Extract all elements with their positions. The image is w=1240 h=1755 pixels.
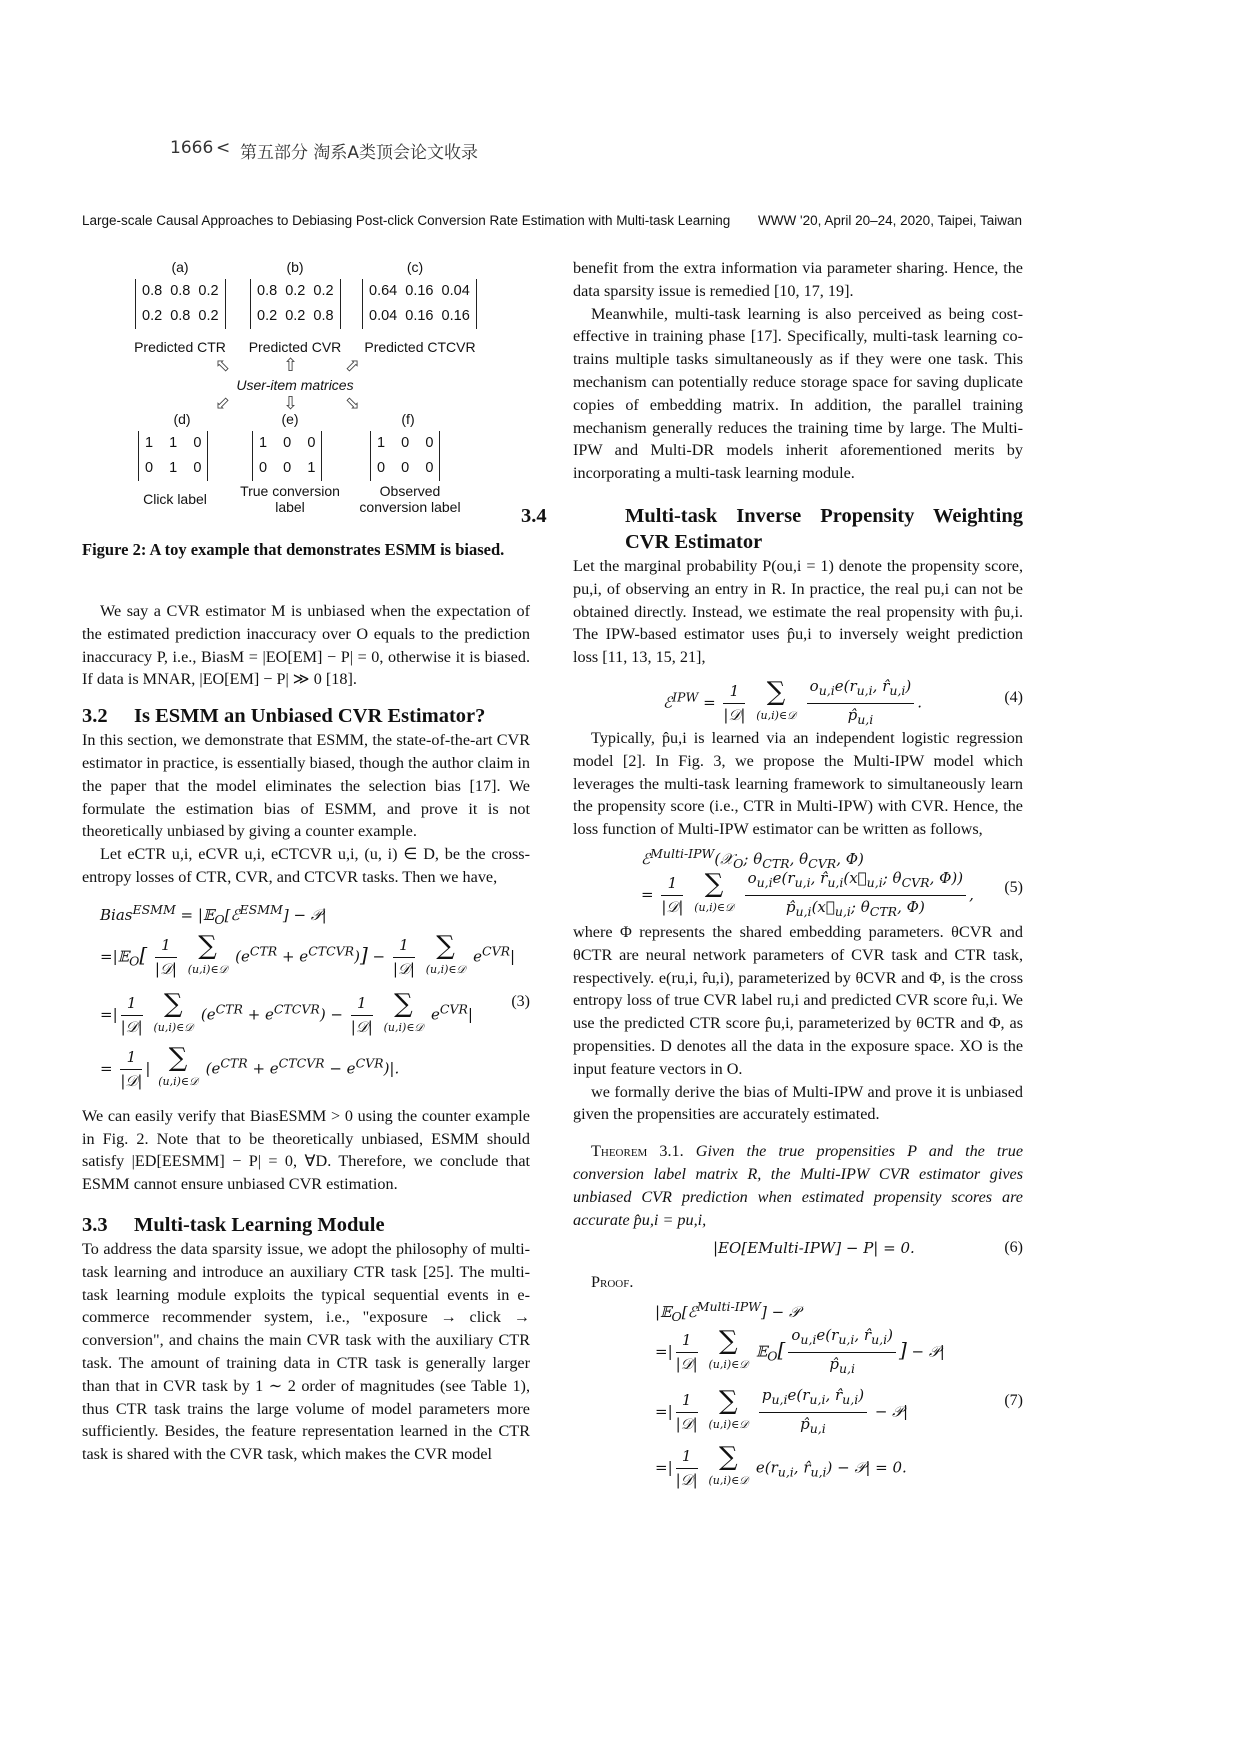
equation-number: (6) [1004, 1239, 1023, 1257]
panel-letter-c: (c) [406, 259, 424, 275]
label-click: Click label [143, 491, 207, 507]
paragraph-unbiased-definition: We say a CVR estimator M is unbiased when the expectation of the estimated prediction inaccuracy over O equals to the prediction inaccuracy P, i.e., BiasM = |EO[EM] − P| = 0, otherwise it is biased. If data is MNAR, |EO[EM] − P| ≫ 0 [18]. [82, 602, 530, 689]
panel-letter-d: (d) [173, 411, 191, 427]
label-true-conversion: True conversion label [240, 483, 340, 515]
label-predicted-ctcvr: Predicted CTCVR [364, 339, 476, 355]
arrow-down-icon: ⇩ [283, 393, 299, 414]
proof-label: Proof. [591, 1273, 634, 1292]
equation-5: ℰ$^{Multi-IPW}$(𝒳$_O$; $\theta_{CTR}$, $\theta_{CVR}$, Φ) = $\frac{1}{\text{|𝒟|}}$ ∑ (u,i)∈𝒟 $\frac{o_{u,i}e(r_{u,i}, r̂_{u,i}(x⃗_{u,i}; \theta_{CVR}, \Phi))}{p̂_{u,i}(x⃗_{u,i}; \theta_{CTR}, \Phi)}$ , (5) [641, 845, 1023, 919]
label-predicted-cvr: Predicted CVR [248, 339, 342, 355]
paragraph: Typically, p̂u,i is learned via an independent logistic regression model [2]. In Fig. 3, we propose the Multi-IPW model which leverages the multi-task learning framework to simultaneously learn the propensity score (i.e., CTR in Multi-IPW) with CVR. Hence, the loss function of Multi-IPW estimator can be written as follows, [573, 728, 1023, 839]
paragraph: where Φ represents the shared embedding parameters. θCVR and θCTR are neural network parameters of CVR task and CTR task, respectively. e(ru,i, r̂u,i), parameterized by θCVR and Φ, is the cross entropy loss of true CVR label ru,i and predicted CVR score r̂u,i. We use the predicted CTR score p̂u,i, parameterized by θCTR and Φ, as propensities. D denotes all the data in the exposure space. XO is the input feature vectors in O. [573, 922, 1023, 1078]
paragraph: benefit from the extra information via parameter sharing. Hence, the data sparsity issue is remedied [10, 17, 19]. [573, 259, 1023, 300]
section-heading-3-3 [82, 1212, 530, 1238]
equation-6-body: |EO[EMulti-IPW] − P| = 0. [713, 1239, 915, 1258]
right-column [521, 257, 1024, 1504]
section-title: Multi-task Inverse Propensity Weighting CVR Estimator [625, 504, 1023, 553]
equation-number: (5) [1004, 878, 1023, 896]
equation-4: ℰ$^{IPW}$ = $\frac{1}{\text{|𝒟|}}$ ∑ (u,i)∈𝒟 $\frac{o_{u,i}e(r_{u,i}, r̂_{u,i})}{p̂_{u,i}}$ . (4) [663, 676, 1023, 727]
panel-letter-f: (f) [401, 411, 415, 427]
equation-number: (4) [1004, 688, 1023, 706]
equation-3: Bias$^{ESMM}$ = |𝔼$_O$[ℰ$^{ESMM}$] − 𝒫| =|𝔼$_O$[ $\frac{1}{\text{|𝒟|}}$ ∑ (u,i)∈𝒟 $(e^{CTR} + e^{CTCVR})$] − $\frac{1}{\text{|𝒟|}}$ ∑ (u,i)∈𝒟 $e^{CVR}|$ =| $\frac{1}{\text{|𝒟|}}$ ∑ (u,i)∈𝒟 $(e^{CTR} + e^{CTCVR})$ − $\frac{1}{\text{|𝒟|}}$ ∑ (u,i)∈𝒟 $e^{CVR}|$ = $\frac{1}{\text{|𝒟|}}$ | ∑ (u,i)∈𝒟 $(e^{CTR} + e^{CTCVR} - e^{CVR})|$. (3) [100, 901, 530, 1090]
left-column [82, 600, 530, 1466]
paragraph: To address the data sparsity issue, we adopt the philosophy of multi-task learning and introduce an auxiliary CTR task [25]. The multi-task learning module exploits the typical sequential events in e-commerce recommender system, i.e., "exposure → click → conversion", and chains the main CVR task with the auxiliary CTR task. The amount of training data in CTR task is generally larger than that in CVR task by 1 ∼ 2 order of magnitudes (see Table 1), thus CTR task trains the large volume of model parameters more sufficiently. Besides, the feature representation learned in the CTR task is shared with the CVR task, which makes the CVR model [82, 1239, 530, 1464]
figure-2 [80, 255, 535, 525]
paragraph: we formally derive the bias of Multi-IPW and prove it is unbiased given the propensities are accurately estimated. [573, 1082, 1023, 1124]
arrow-down-left-icon: ⬃ [215, 393, 231, 414]
paragraph: Meanwhile, multi-task learning is also perceived as being cost-effective in training phase [17]. Specifically, multi-task learning co-trains multiple tasks simultaneously as if they were one task. This mechanism can potentially reduce storage space for saving duplicate copies of embedding matrix. In addition, the parallel training mechanism generally reduces the training time by large. The Multi-IPW and Multi-DR models inherit aforementioned merits by incorporating a multi-task learning module. [573, 304, 1023, 483]
matrix-predicted-ctr: 0.8 0.8 0.2 0.2 0.8 0.2 [135, 279, 226, 329]
matrix-predicted-ctcvr: 0.64 0.16 0.04 0.04 0.16 0.16 [362, 279, 477, 329]
section-title: Is ESMM an Unbiased CVR Estimator? [134, 705, 486, 728]
equation-number: (3) [511, 992, 530, 1010]
page-number: 1666 [170, 138, 214, 158]
theorem-text: Given the true propensities P and the true conversion label matrix R, the Multi-IPW CVR estimator gives unbiased CVR prediction when estimated propensity scores are accurate p̂u,i = pu,i, [573, 1142, 1024, 1229]
section-heading-3-2 [82, 703, 530, 729]
label-observed-conversion: Observed conversion label [359, 483, 461, 515]
section-number: 3.2 [82, 705, 108, 728]
panel-letter-b: (b) [286, 259, 304, 275]
section-title: Multi-task Learning Module [134, 1213, 385, 1236]
matrix-observed-conversion: 1 0 0 0 0 0 [370, 431, 440, 481]
section-number: 3.3 [82, 1213, 108, 1236]
arrow-up-left-icon: ⬁ [215, 355, 231, 376]
label-predicted-ctr: Predicted CTR [134, 339, 226, 355]
running-header-left: Large-scale Causal Approaches to Debiasing Post-click Conversion Rate Estimation with Multi-task Learning [82, 213, 731, 228]
section-label: 第五部分 淘系A类顶会论文收录 [240, 143, 479, 163]
header-separator: < [216, 138, 231, 158]
section-heading-3-4 [521, 503, 1023, 555]
panel-letter-a: (a) [171, 259, 189, 275]
equation-7: |𝔼$_O$[ℰ$^{Multi-IPW}$] − 𝒫 =| $\frac{1}{\text{|𝒟|}}$ ∑ (u,i)∈𝒟 𝔼$_O$[ $\frac{o_{u,i}e(r_{u,i}, r̂_{u,i})}{p̂_{u,i}}$ ] − 𝒫| =| $\frac{1}{\text{|𝒟|}}$ ∑ (u,i)∈𝒟 $\frac{p_{u,i}e(r_{u,i}, r̂_{u,i})}{p̂_{u,i}}$ − 𝒫| =| $\frac{1}{\text{|𝒟|}}$ ∑ (u,i)∈𝒟 $e(r_{u,i}$, $r̂_{u,i}$) − 𝒫| = 0. (7) [655, 1299, 1023, 1489]
panel-letter-e: (e) [281, 411, 299, 427]
running-header-right: WWW '20, April 20–24, 2020, Taipei, Taiwan [758, 213, 1022, 228]
paragraph: Let eCTR u,i, eCVR u,i, eCTCVR u,i, (u, i) ∈ D, be the cross-entropy losses of CTR, CVR, and CTCVR tasks. Then we have, [82, 845, 530, 886]
section-number: 3.4 [521, 504, 547, 527]
paragraph: In this section, we demonstrate that ESMM, the state-of-the-art CVR estimator in practice, is essentially biased, though the author claim in the paper that the model eliminates the selection bias [17]. We formulate the estimation bias of ESMM, and prove it is not theoretically unbiased by giving a counter example. [82, 731, 530, 841]
matrix-predicted-cvr: 0.8 0.2 0.2 0.2 0.2 0.8 [250, 279, 341, 329]
figure-caption: Figure 2: A toy example that demonstrates ESMM is biased. [82, 540, 505, 559]
matrix-true-conversion: 1 0 0 0 0 1 [252, 431, 322, 481]
matrix-click-label: 1 1 0 0 1 0 [138, 431, 208, 481]
theorem-label: Theorem 3.1. [591, 1142, 684, 1161]
arrow-up-icon: ⇧ [283, 355, 299, 376]
theorem-3-1 [573, 1140, 1023, 1231]
arrow-up-right-icon: ⬀ [345, 355, 361, 376]
equation-6 [573, 1231, 1023, 1265]
paragraph: Let the marginal probability P(ou,i = 1) denote the propensity score, pu,i, of observing an entry in R. In practice, the real pu,i can not be obtained directly. Instead, we estimate the real propensity with p̂u,i. The IPW-based estimator uses p̂u,i to inversely weight prediction loss [11, 13, 15, 21], [573, 556, 1023, 667]
arrow-down-right-icon: ⬂ [345, 393, 361, 414]
paragraph: We can easily verify that BiasESMM > 0 using the counter example in Fig. 2. Note that to be theoretically unbiased, ESMM should satisfy |ED[EESMM] − P| = 0, ∀D. Therefore, we conclude that ESMM cannot ensure unbiased CVR estimation. [82, 1106, 530, 1194]
label-user-item-matrices: User-item matrices [236, 377, 354, 393]
equation-number: (7) [1004, 1392, 1023, 1410]
